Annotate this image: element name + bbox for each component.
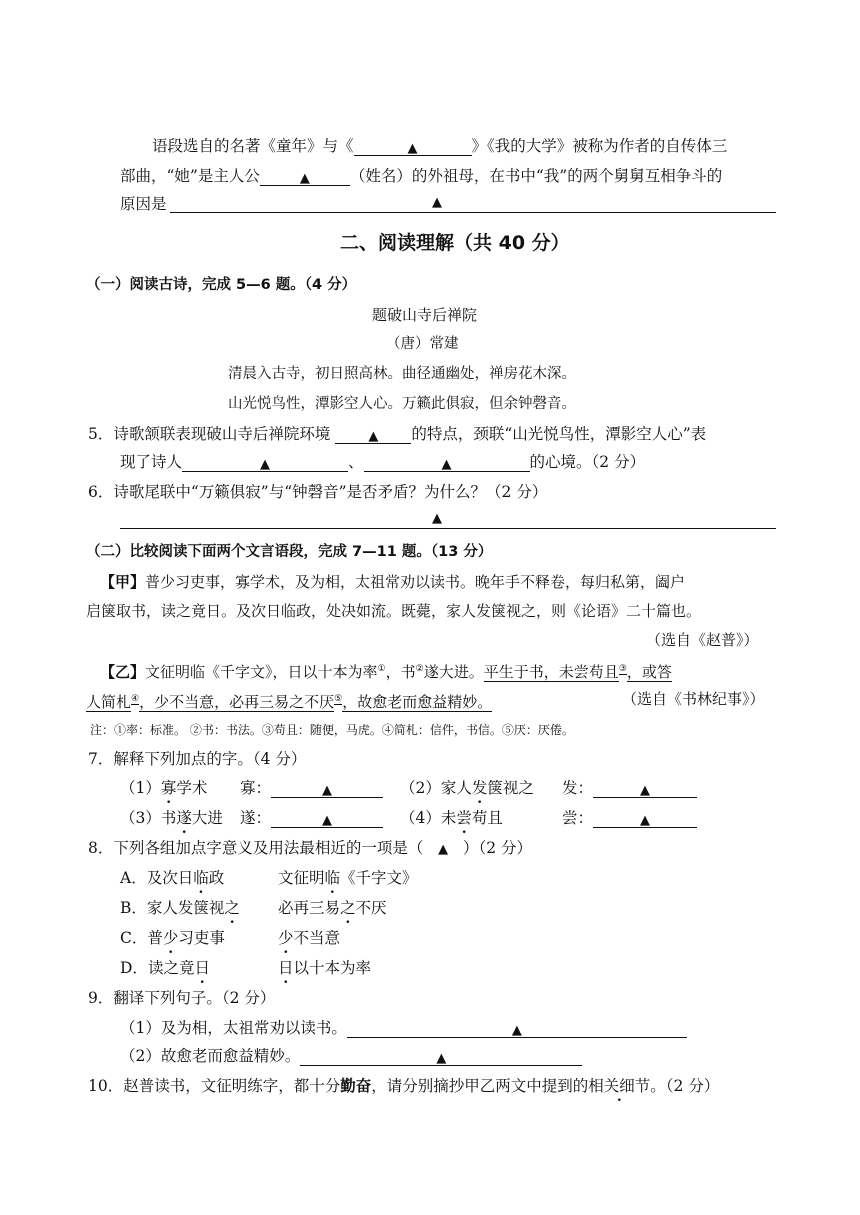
answer-blank: ▲ (335, 425, 411, 444)
question-8-option-c: C．普少习吏事 (120, 929, 225, 947)
question-7-item-4-answer: 尝： ▲ (562, 808, 697, 828)
question-7: 7．解释下列加点的字。（4 分） (88, 750, 307, 768)
passage-jia-line-1: 【甲】普少习吏事，寡学术，及为相，太祖常劝以读书。晚年手不释卷，每归私第，阖户 (100, 573, 686, 591)
question-8: 8．下列各组加点字意义及用法最相近的一项是（ ▲ ）（2 分） (88, 839, 532, 857)
passage-jia-source: （选自《赵普》） (646, 631, 759, 649)
annotation-notes: 注：①率：标准。 ②书：书法。③苟且：随便，马虎。④简札：信件，书信。⑤厌：厌倦。 (90, 723, 574, 737)
question-8-option-c-right: 少不当意 (278, 929, 341, 947)
part2-header: （二）比较阅读下面两个文言语段，完成 7—11 题。（13 分） (86, 544, 493, 560)
poem-author: （唐）常建 (386, 336, 459, 352)
passage-yi-source: （选自《书林纪事》） (622, 690, 765, 708)
answer-blank: ▲ (271, 779, 383, 798)
answer-blank: ▲ (354, 137, 472, 156)
answer-blank: ▲ (593, 809, 697, 828)
answer-blank: ▲ (271, 809, 383, 828)
question-8-option-b: B．家人发箧视之 (120, 899, 240, 917)
question-7-item-3: （3）书遂大进 (120, 809, 223, 827)
question-7-item-2-answer: 发： ▲ (562, 778, 697, 798)
answer-blank: ▲ (182, 453, 348, 472)
question-9-item-1: （1）及为相，太祖常劝以读书。 ▲ (120, 1018, 687, 1038)
question-9-item-2: （2）故愈老而愈益精妙。 ▲ (120, 1046, 582, 1066)
poem-line: 清晨入古寺，初日照高林。曲径通幽处，禅房花木深。 (228, 366, 576, 382)
answer-line: ▲ (120, 528, 776, 529)
question-6: 6．诗歌尾联中“万籁俱寂”与“钟磬音”是否矛盾？为什么？（2 分） (88, 483, 548, 501)
question-7-item-2: （2）家人发箧视之 (400, 779, 534, 797)
answer-blank: ▲ (364, 453, 530, 472)
question-7-item-4: （4）未尝苟且 (400, 809, 503, 827)
poem-title: 题破山寺后禅院 (372, 306, 478, 324)
part1-header: （一）阅读古诗，完成 5—6 题。（4 分） (86, 277, 357, 293)
question-8-option-a-right: 文征明临《千字文》 (278, 869, 418, 887)
question-8-option-b-right: 必再三易之不厌 (278, 899, 387, 917)
answer-line: ▲ (170, 212, 776, 213)
passage-jia-line-2: 启箧取书，读之竟日。及次日临政，处决如流。既薨，家人发箧视之，则《论语》二十篇也。 (86, 602, 702, 620)
question-10: 10．赵普读书，文征明练字，都十分勤奋，请分别摘抄甲乙两文中提到的相关细节。（2 分） (88, 1077, 720, 1095)
question-7-item-1: （1）寡学术 (120, 779, 208, 797)
answer-blank: ▲ (593, 779, 697, 798)
intro-line-2: 部曲，“她”是主人公 ▲ （姓名）的外祖母，在书中“我”的两个舅舅互相争斗的 (120, 167, 723, 186)
question-5-line-1: 5．诗歌颔联表现破山寺后禅院环境 ▲ 的特点，颈联“山光悦鸟性，潭影空人心”表 (88, 425, 707, 444)
question-5-line-2: 现了诗人 ▲ 、 ▲ 的心境。（2 分） (120, 453, 646, 472)
passage-yi-line-2: 人简札④，少不当意，必再三易之不厌⑤，故愈老而愈益精妙。 (86, 693, 493, 711)
section-title: 二、阅读理解（共 40 分） (340, 232, 570, 254)
passage-yi-line-1: 【乙】文征明临《千字文》，日以十本为率①，书②遂大进。平生于书，未尝苟且③，或答 (100, 663, 672, 681)
poem-line: 山光悦鸟性，潭影空人心。万籁此俱寂，但余钟磬音。 (228, 396, 576, 412)
intro-line-1: 语段选自的名著《童年》与《 ▲ 》《我的大学》被称为作者的自传体三 (152, 137, 728, 156)
answer-blank: ▲ (300, 1047, 582, 1066)
question-7-item-3-answer: 遂： ▲ (240, 808, 383, 828)
question-9: 9．翻译下列句子。（2 分） (88, 989, 276, 1007)
question-8-option-a: A．及次日临政 (120, 869, 225, 887)
question-7-item-1-answer: 寡： ▲ (240, 778, 383, 798)
intro-line-3: 原因是 (120, 195, 167, 213)
question-8-option-d-right: 日以十本为率 (278, 959, 372, 977)
answer-blank: ▲ (347, 1019, 687, 1038)
answer-blank: ▲ (260, 167, 350, 186)
question-8-option-d: D．读之竟日 (120, 959, 210, 977)
